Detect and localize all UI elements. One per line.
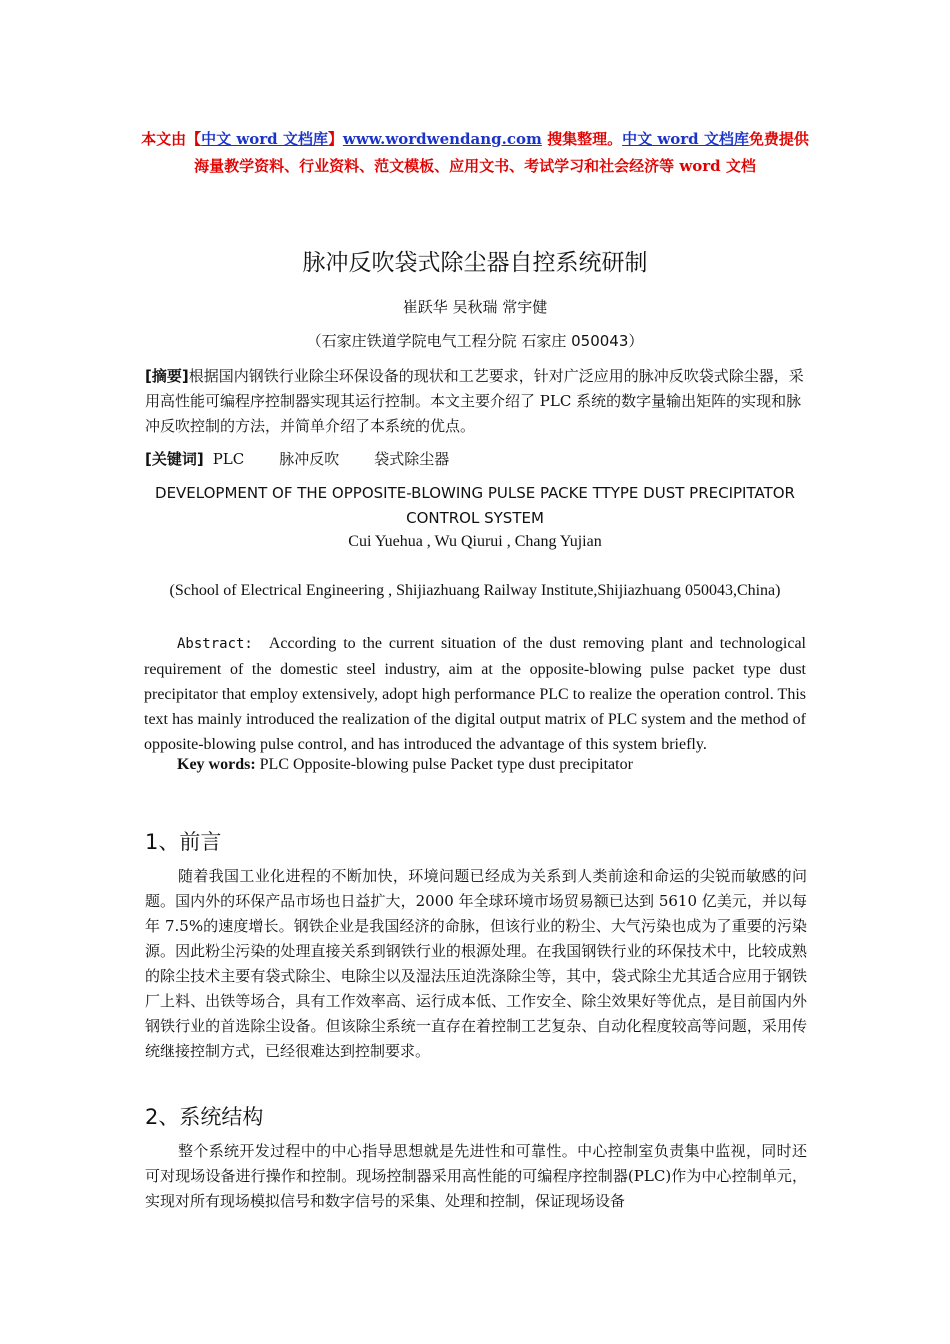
- keyword-cn-1: PLC: [212, 450, 245, 468]
- paper-authors: 崔跃华 吴秋瑞 常宇健: [402, 298, 548, 316]
- section-heading-structure: 2、系统结构: [145, 1105, 264, 1129]
- keyword-cn-2: 脉冲反吹: [279, 450, 340, 468]
- section-text-structure: 整个系统开发过程中的中心指导思想就是先进性和可靠性。中心控制室负责集中监视，同时还可对现场设备进行操作和控制。现场控制器采用高性能的可编程序控制器(PLC)作为中心控制单元，实现对所有现场模拟信号和数字信号的采集、处理和控制，保证现场设备: [145, 1142, 807, 1210]
- source-banner: [140, 126, 810, 180]
- section-text-intro: 随着我国工业化进程的不断加快，环境问题已经成为关系到人类前途和命运的尖锐而敏感的问题。国内外的环保产品市场也日益扩大，2000 年全球环境市场贸易额已达到 5610 亿美元，并以每年 7.5%的速度增长。钢铁企业是我国经济的命脉，但该行业的粉尘、大气污染也成为了重要的污染源。因此粉尘污染的处理直接关系到钢铁行业的根源处理。在我国钢铁行业的环保技术中，比较成熟的除尘技术主要有袋式除尘、电除尘以及湿法压迫洗涤除尘等，其中，袋式除尘尤其适合应用于钢铁厂上料、出铁等场合，具有工作效率高、运行成本低、工作安全、除尘效果好等优点，是目前国内外钢铁行业的首选除尘设备。但该除尘系统一直存在着控制工艺复杂、自动化程度较高等问题，采用传统继接控制方式，已经很难达到控制要求。: [145, 867, 807, 1060]
- english-keywords-text: PLC Opposite-blowing pulse Packet type dust precipitator: [255, 756, 633, 773]
- paper-title: 脉冲反吹袋式除尘器自控系统研制: [302, 250, 648, 276]
- english-keywords-label: Key words:: [177, 756, 256, 773]
- abstract-cn: [145, 364, 810, 439]
- section-heading-intro: 1、前言: [145, 830, 222, 854]
- abstract-cn-label: [摘要]: [145, 367, 189, 385]
- english-authors: Cui Yuehua , Wu Qiurui , Chang Yujian: [348, 533, 602, 550]
- english-affiliation: (School of Electrical Engineering , Shijiazhuang Railway Institute,Shijiazhuang 050043,China): [169, 582, 781, 599]
- english-title: DEVELOPMENT OF THE OPPOSITE-BLOWING PULSE PACKE TTYPE DUST PRECIPITATOR CONTROL SYSTEM: [155, 484, 795, 527]
- keywords-cn-label: [关键词]: [145, 450, 204, 468]
- abstract-cn-text: 根据国内钢铁行业除尘环保设备的现状和工艺要求，针对广泛应用的脉冲反吹袋式除尘器，采用高性能可编程序控制器实现其运行控制。本文主要介绍了 PLC 系统的数字量输出矩阵的实现和脉冲反吹控制的方法，并简单介绍了本系统的优点。: [145, 367, 804, 435]
- keywords-cn: [145, 448, 810, 469]
- banner-prefix: 本文由【: [141, 130, 202, 148]
- paper-affiliation: （石家庄铁道学院电气工程分院 石家庄 050043）: [306, 332, 644, 350]
- english-abstract: [144, 631, 806, 757]
- banner-link-library-2[interactable]: 中文 word 文档库: [622, 130, 749, 148]
- english-keywords: [177, 756, 817, 774]
- english-abstract-label: Abstract:: [177, 636, 253, 652]
- banner-link-library[interactable]: 中文 word 文档库: [201, 130, 328, 148]
- english-abstract-text: According to the current situation of the dust removing plant and technological requirement of the domestic steel industry, aim at the opposite-blowing pulse packet type dust precipitator that employ extensively, adopt high performance PLC to realize the operation control. This text has mainly introduced the realization of the digital output matrix of PLC system and the method of opposite-blowing pulse control, and has introduced the advantage of this system briefly.: [144, 635, 806, 753]
- banner-collected-text: 搜集整理。: [541, 130, 623, 148]
- banner-link-url[interactable]: www.wordwendang.com: [342, 130, 542, 148]
- banner-bracket: 】: [327, 130, 343, 148]
- keyword-cn-3: 袋式除尘器: [374, 450, 450, 468]
- banner-suffix: 免费提供海量教学资料、行业资料、范文模板、应用文书、考试学习和社会经济等 word 文档: [194, 130, 809, 175]
